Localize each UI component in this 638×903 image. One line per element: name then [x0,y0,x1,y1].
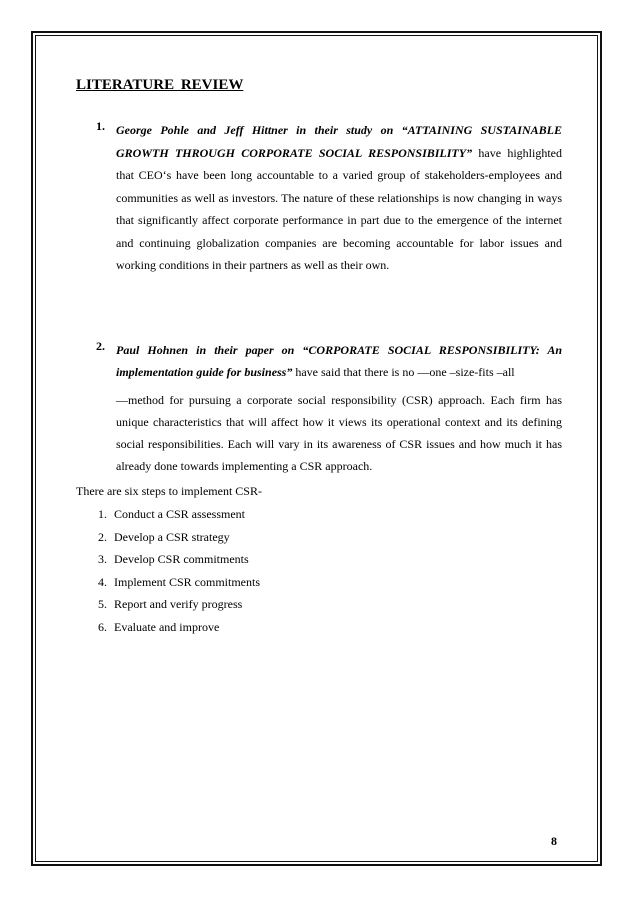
reference-text [116,339,562,477]
reference-number: 2. [96,339,105,353]
reference-text [116,119,562,277]
reference-title: Paul Hohnen in their paper on “CORPORATE SOCIAL RESPONSIBILITY: An implementation guide for business” [116,343,562,379]
list-item: 5. Report and verify progress [98,597,243,611]
steps-list [98,503,260,638]
reference-body-first: have said that there is no ―one –size-fits –all [295,365,515,379]
page-number: 8 [551,834,557,848]
reference-number: 1. [96,119,105,133]
list-item: 1. Conduct a CSR assessment [98,507,245,521]
reference-body: have highlighted that CEO‘s have been long accountable to a varied group of stakeholders-employees and communities as well as investors. The nature of these relationships is now changing in ways that significantly affect corporate performance in part due to the emergence of the internet and continuing globalization companies are becoming accountable for labor issues and working conditions in their partners as well as their own. [116,145,562,272]
list-item: 4. Implement CSR commitments [98,574,260,589]
reference-item-1 [96,119,562,277]
reference-body-rest: ―method for pursuing a corporate social responsibility (CSR) approach. Each firm has unique characteristics that will affect how it views its operational context and its defining social responsibilities. Each will vary in its awareness of CSR issues and how much it has already done towards implementing a CSR approach. [116,393,562,473]
reference-title: George Pohle and Jeff Hittner in their study on “ATTAINING SUSTAINABLE GROWTH THROUGH CORPORATE SOCIAL RESPONSIBILITY” [116,123,562,160]
list-item: 6. Evaluate and improve [98,619,220,634]
steps-intro: There are six steps to implement CSR- [76,484,262,498]
section-heading: LITERATURE REVIEW [76,77,244,93]
list-item: 3. Develop CSR commitments [98,552,249,566]
reference-item-2 [96,339,562,477]
list-item: 2. Develop a CSR strategy [98,529,230,544]
